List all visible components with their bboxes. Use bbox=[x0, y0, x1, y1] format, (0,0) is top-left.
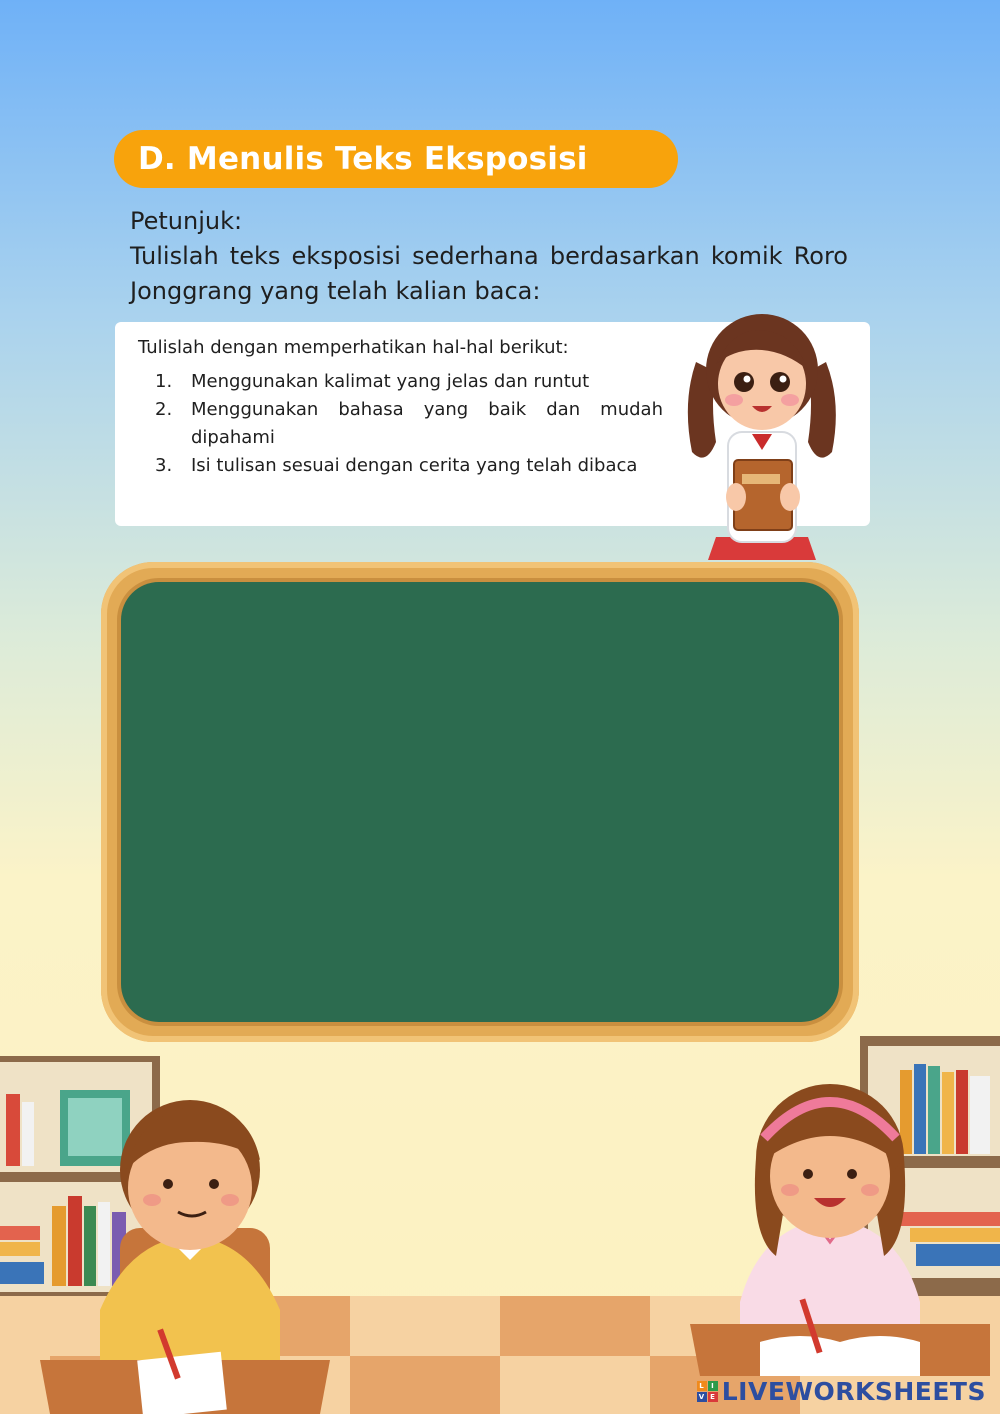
list-item-text: Menggunakan bahasa yang baik dan mudah dipahami bbox=[191, 399, 663, 448]
list-item-text: Menggunakan kalimat yang jelas dan runtut bbox=[191, 371, 590, 392]
chalkboard-frame bbox=[101, 562, 859, 1042]
liveworksheets-watermark bbox=[697, 1377, 986, 1406]
list-item bbox=[155, 368, 663, 396]
girl-writing-illustration bbox=[690, 1046, 990, 1376]
chalkboard-answer-area[interactable] bbox=[121, 582, 839, 1022]
instructions-text: Tulislah teks eksposisi sederhana berdasarkan komik Roro Jonggrang yang telah kalian baca: bbox=[130, 242, 848, 305]
watermark-text: LIVEWORKSHEETS bbox=[721, 1377, 986, 1406]
section-title: D. Menulis Teks Eksposisi bbox=[114, 130, 678, 188]
list-item bbox=[155, 396, 663, 452]
tips-heading: Tulislah dengan memperhatikan hal-hal berikut: bbox=[138, 337, 569, 358]
girl-with-book-illustration bbox=[676, 292, 848, 560]
list-item-number: 1. bbox=[155, 371, 173, 392]
list-item bbox=[155, 452, 663, 480]
list-item-text: Isi tulisan sesuai dengan cerita yang telah dibaca bbox=[191, 455, 638, 476]
boy-writing-illustration bbox=[40, 1060, 340, 1414]
instructions-label: Petunjuk: bbox=[130, 207, 243, 235]
liveworksheets-logo-icon: L I V E bbox=[697, 1381, 718, 1402]
list-item-number: 3. bbox=[155, 455, 173, 476]
tips-list bbox=[155, 368, 663, 480]
list-item-number: 2. bbox=[155, 399, 173, 420]
